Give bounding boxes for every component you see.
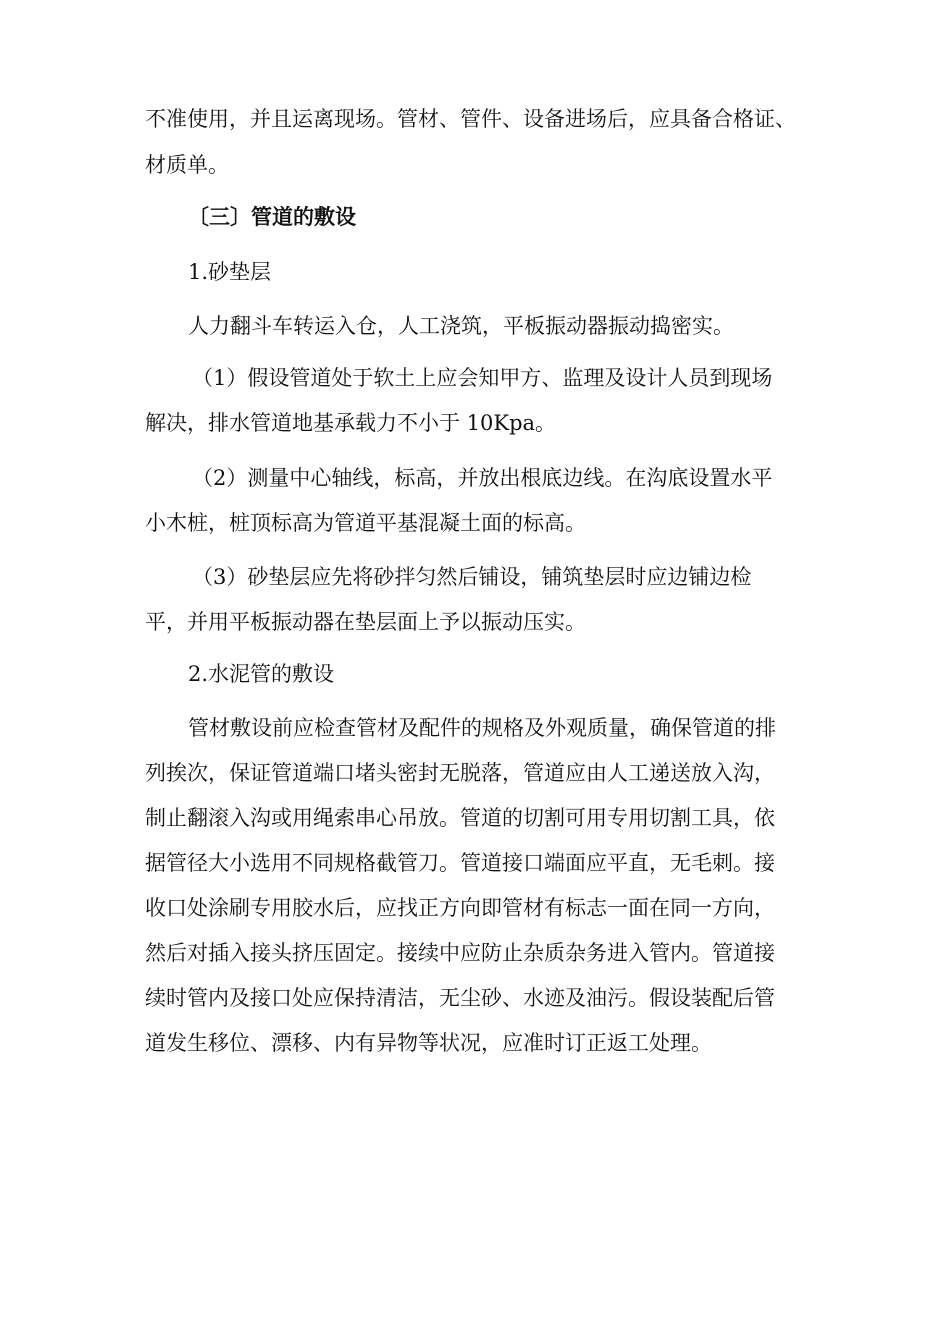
- paragraph-line: （1）假设管道处于软土上应会知甲方、监理及设计人员到现场: [192, 366, 773, 390]
- paragraph-line: 收口处涂刷专用胶水后，应找正方向即管材有标志一面在同一方向，: [145, 896, 775, 920]
- paragraph-line: 管材敷设前应检查管材及配件的规格及外观质量，确保管道的排: [188, 716, 776, 740]
- subsection-heading: 1.砂垫层: [188, 260, 272, 284]
- paragraph-line: 不准使用，并且运离现场。管材、管件、设备进场后，应具备合格证、: [145, 107, 796, 131]
- paragraph-line: 平，并用平板振动器在垫层面上予以振动压实。: [145, 610, 586, 634]
- paragraph-line: 制止翻滚入沟或用绳索串心吊放。管道的切割可用专用切割工具，依: [145, 806, 775, 830]
- paragraph-line: 材质单。: [145, 153, 229, 177]
- paragraph-line: 列挨次，保证管道端口堵头密封无脱落，管道应由人工递送放入沟，: [145, 761, 775, 785]
- paragraph-line: （2）测量中心轴线，标高，并放出根底边线。在沟底设置水平: [192, 466, 773, 490]
- paragraph-line: 据管径大小选用不同规格截管刀。管道接口端面应平直，无毛刺。接: [145, 851, 775, 875]
- paragraph-line: 续时管内及接口处应保持清洁，无尘砂、水迹及油污。假设装配后管: [145, 986, 775, 1010]
- paragraph-line: 解决，排水管道地基承载力不小于 10Kpa。: [145, 411, 557, 435]
- paragraph-line: 小木桩，桩顶标高为管道平基混凝土面的标高。: [145, 511, 586, 535]
- paragraph-line: 道发生移位、漂移、内有异物等状况，应准时订正返工处理。: [145, 1031, 712, 1055]
- paragraph-line: 然后对插入接头挤压固定。接续中应防止杂质杂务进入管内。管道接: [145, 941, 775, 965]
- paragraph-line: （3）砂垫层应先将砂拌匀然后铺设，铺筑垫层时应边铺边检: [192, 565, 752, 589]
- subsection-heading: 2.水泥管的敷设: [188, 662, 335, 686]
- section-heading: 〔三〕管道的敷设: [188, 204, 356, 229]
- paragraph-line: 人力翻斗车转运入仓，人工浇筑，平板振动器振动捣密实。: [188, 314, 734, 338]
